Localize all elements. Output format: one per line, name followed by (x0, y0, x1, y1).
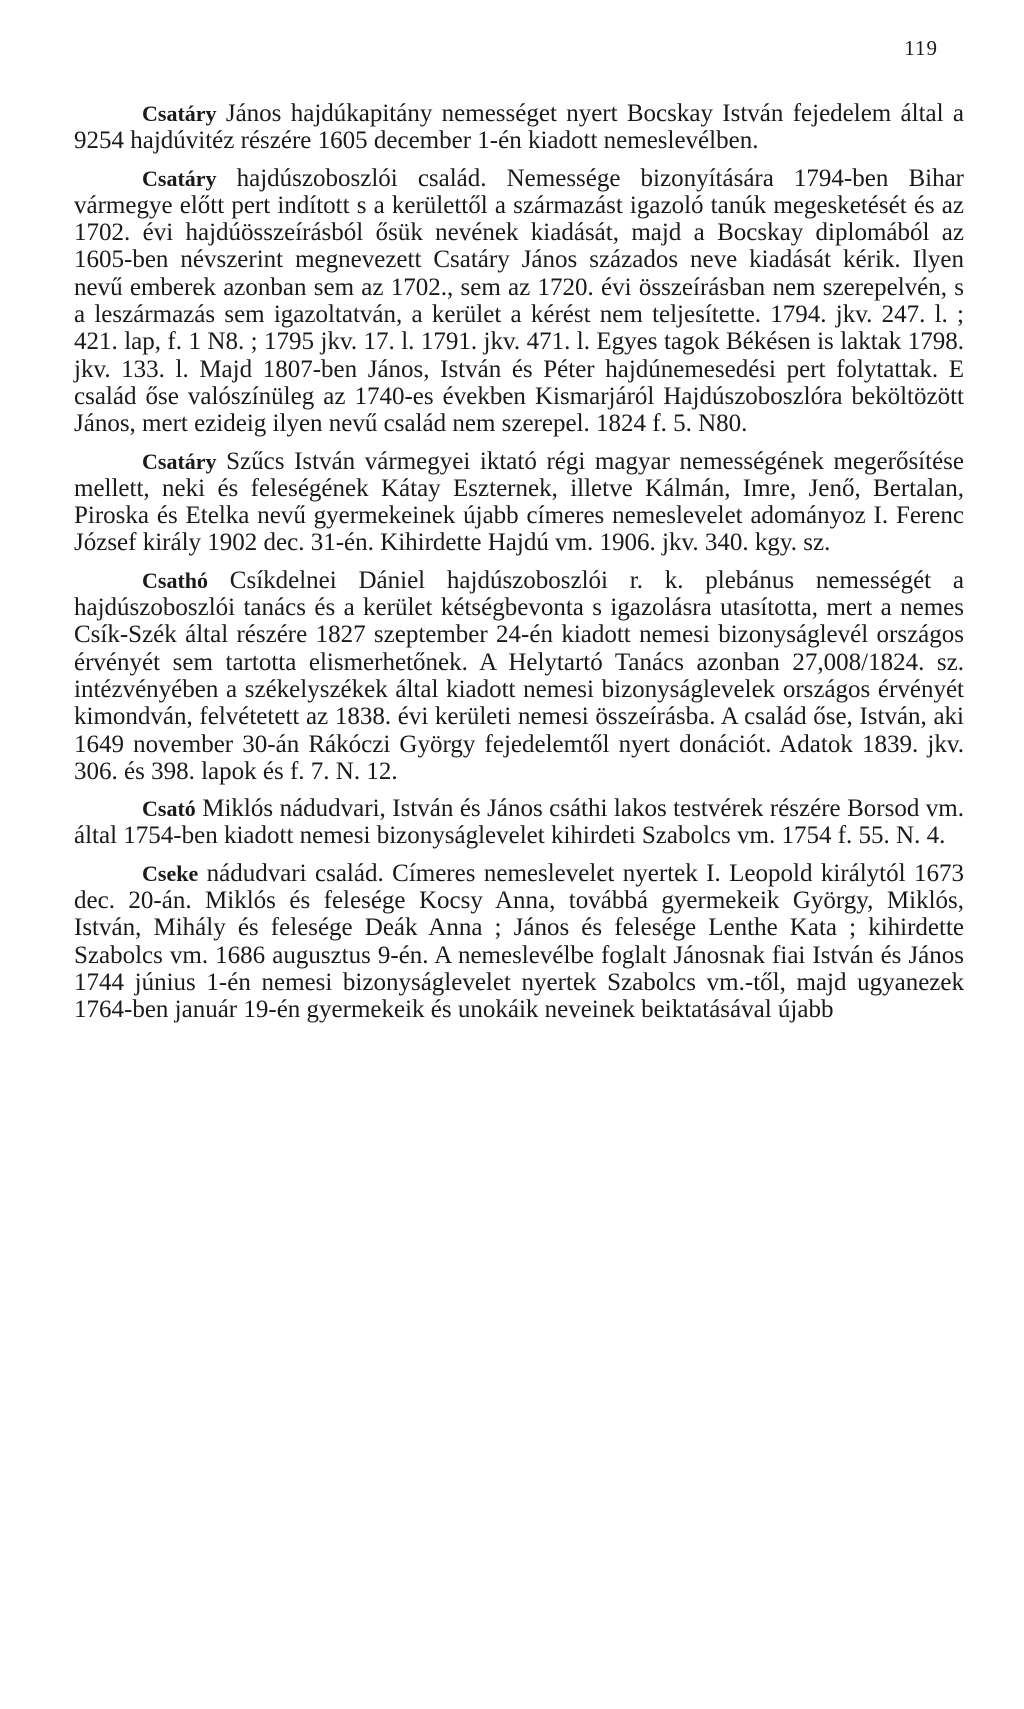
entry-heading: Csatáry (142, 165, 217, 191)
entries-list (74, 100, 964, 1034)
page-number: 119 (904, 36, 938, 60)
entry-heading: Csatáry (142, 448, 217, 474)
entry-heading: Cseke (142, 860, 199, 886)
entry-body: nádudvari család. Címeres nemeslevelet nyertek I. Leopold királytól 1673 dec. 20-án. Miklós és felesége Kocsy Anna, továbbá gyermekeik György, Miklós, István, Mihály és felesége Deák Anna ; János és felesége Lenthe Kata ; kihirdette Szabolcs vm. 1686 augusztus 9-én. A nemeslevélbe foglalt Jánosnak fiai István és János 1744 június 1-én nemesi bizonyságlevelet nyertek Szabolcs vm.-től, majd ugyanezek 1764-ben január 19-én gyermekeik és unokáik neveinek beiktatásával újabb (74, 859, 964, 1024)
entry-body: János hajdúkapitány nemességet nyert Bocskay István fejedelem által a 9254 hajdúvitéz részére 1605 december 1-én kiadott nemeslevélben. (74, 100, 964, 155)
entry-body: Csíkdelnei Dániel hajdúszoboszlói r. k. plebánus nemességét a hajdúszoboszlói tanács és a kerület kétségbevonta s igazolásra utasította, mert a nemes Csík-Szék által részére 1827 szeptember 24-én kiadott nemesi bizonyságlevél országos érvényét sem tartotta elismerhetőnek. A Helytartó Tanács azonban 27,008/1824. sz. intézvényében a székelyszékek által kiadott nemesi bizonyságlevelek országos érvényét kimondván, felvétetett az 1838. évi kerületi nemesi összeírásba. A család őse, István, aki 1649 november 30-án Rákóczi György fejedelemtől nyert donációt. Adatok 1839. jkv. 306. és 398. lapok és f. 7. N. 12. (74, 566, 964, 785)
entry-body: Szűcs István vármegyei iktató régi magyar nemességének megerősítése mellett, neki és feleségének Kátay Eszternek, illetve Kálmán, Imre, Jenő, Bertalan, Piroska és Etelka nevű gyermekeinek újabb címeres nemeslevelet adományoz I. Ferenc József király 1902 dec. 31-én. Kihirdette Hajdú vm. 1906. jkv. 340. kgy. sz. (74, 447, 964, 557)
entry-heading: Csató (142, 796, 196, 822)
entry-csatho (74, 567, 964, 785)
entry-cseke (74, 860, 964, 1024)
entry-csatary-family (74, 165, 964, 438)
entry-csatary-janos (74, 100, 964, 155)
entry-heading: Csatáry (142, 101, 217, 126)
entry-heading: Csathó (142, 567, 209, 593)
entry-csato (74, 795, 964, 850)
entry-csatary-szucs (74, 448, 964, 557)
entry-body: hajdúszoboszlói család. Nemessége bizonyítására 1794-ben Bihar vármegye előtt pert indított s a kerülettől a származást igazoló tanúk megesketését és az 1702. évi hajdúösszeírásból ősük nevének kiadását, majd a Bocskay diplomából az 1605-ben névszerint megnevezett Csatáry János százados neve kiadását kérik. Ilyen nevű emberek azonban sem az 1702., sem az 1720. évi összeírásban nem szerepelvén, s a leszármazás sem igazoltatván, a kerület a kérést nem teljesítette. 1794. jkv. 247. l. ; 421. lap, f. 1 N8. ; 1795 jkv. 17. l. 1791. jkv. 471. l. Egyes tagok Békésen is laktak 1798. jkv. 133. l. Majd 1807-ben János, István és Péter hajdúnemesedési pert folytattak. E család őse valószínüleg az 1740-es években Kismarjáról Hajdúszoboszlóra beköltözött János, mert ezideig ilyen nevű család nem szerepel. 1824 f. 5. N80. (74, 164, 964, 438)
entry-body: Miklós nádudvari, István és János csáthi lakos testvérek részére Borsod vm. által 1754-ben kiadott nemesi bizonyságlevelet kihirdeti Szabolcs vm. 1754 f. 55. N. 4. (74, 795, 964, 850)
